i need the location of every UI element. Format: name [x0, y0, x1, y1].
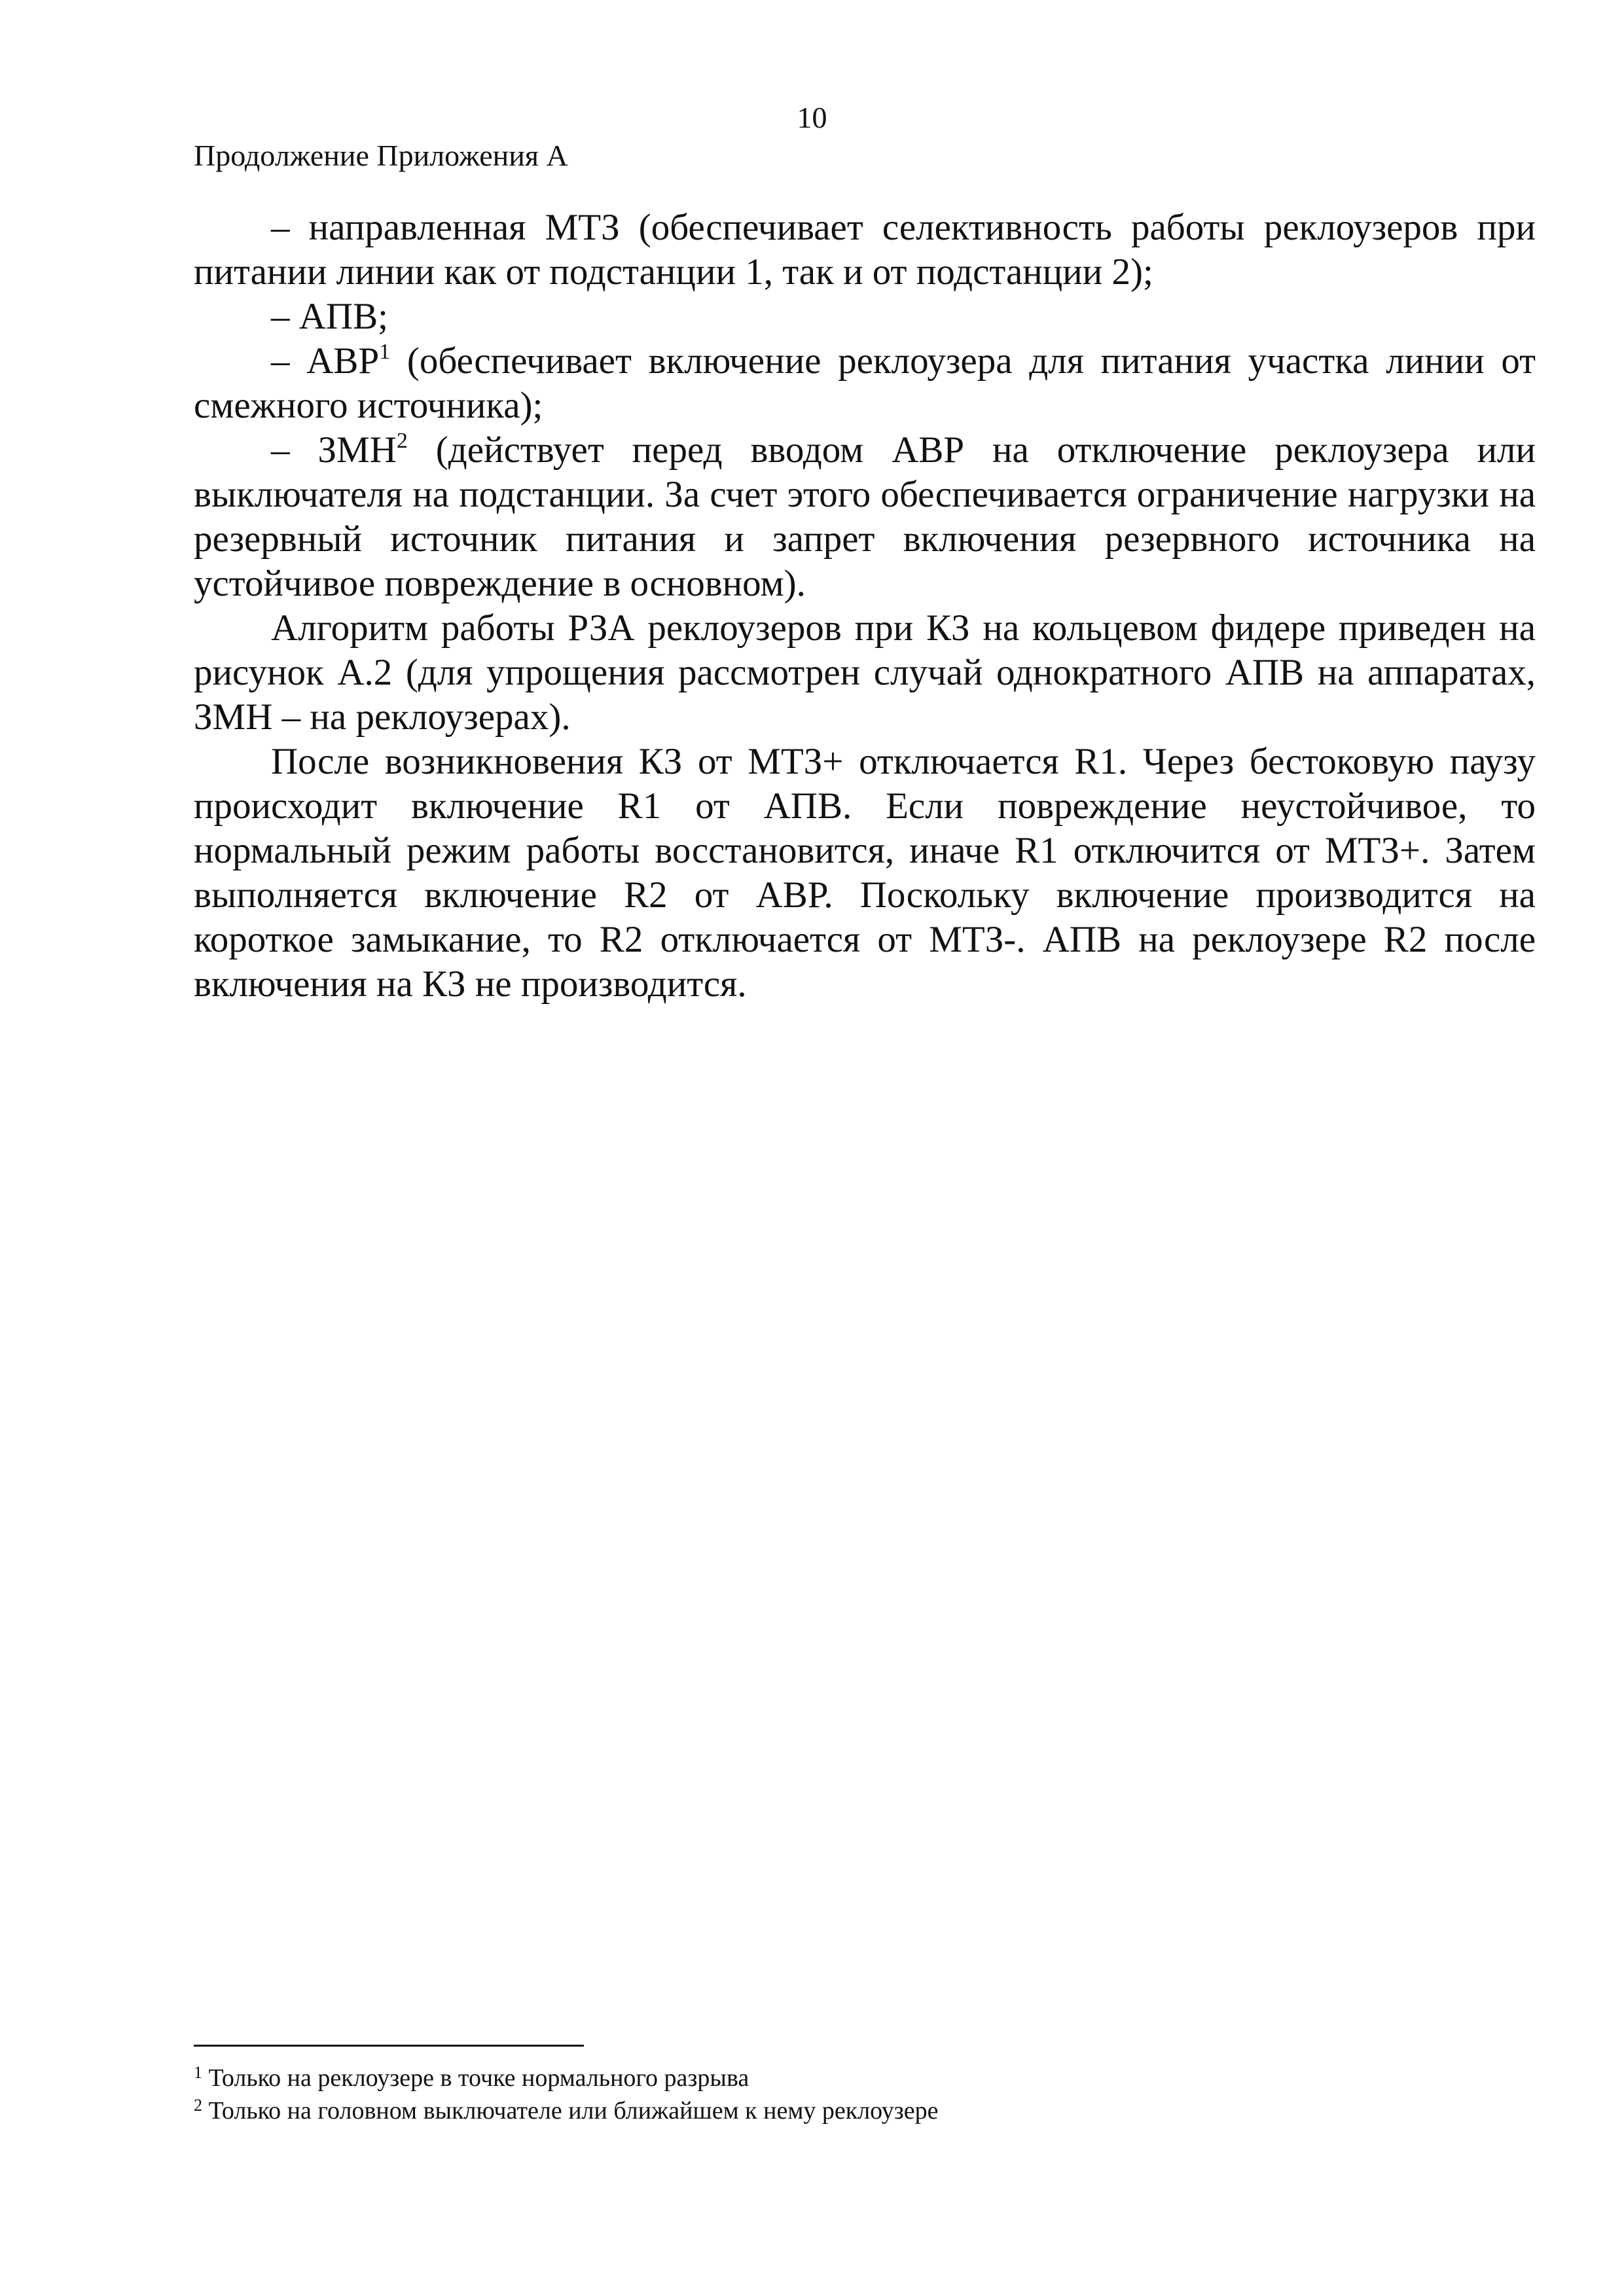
footnote-text: Только на реклоузере в точке нормального разрыва	[208, 2064, 749, 2092]
list-item-term: АВР	[306, 340, 380, 382]
list-item-text: (обеспечивает включение реклоузера для питания участка линии от смежного источника);	[194, 340, 1536, 426]
footnotes	[194, 2062, 1437, 2127]
page-number: 10	[797, 101, 827, 134]
footnote-mark: 2	[194, 2096, 202, 2115]
list-dash: –	[271, 207, 290, 248]
list-item-avr	[194, 339, 1536, 428]
footnote-text: Только на головном выключателе или ближайшем к нему реклоузере	[208, 2097, 939, 2125]
list-dash: –	[271, 296, 290, 337]
footnote-mark: 1	[194, 2063, 202, 2082]
footnote-reference-1: 1	[379, 340, 391, 364]
footnote-2	[194, 2094, 1437, 2127]
footnote-1	[194, 2062, 1437, 2094]
list-dash: –	[271, 429, 290, 471]
paragraph-fault-sequence: После возникновения КЗ от МТЗ+ отключается R1. Через бестоковую паузу происходит включение R1 от АПВ. Если повреждение неустойчивое, то нормальный режим работы восстановится, иначе R1 отключится от МТЗ+. Затем выполняется включение R2 от АВР. Поскольку включение производится на короткое замыкание, то R2 отключается от МТЗ-. АПВ на реклоузере R2 после включения на КЗ не производится.	[194, 741, 1536, 1005]
appendix-continuation-label: Продолжение Приложения А	[194, 139, 568, 172]
list-item-text: АПВ;	[298, 296, 388, 337]
list-item-apv	[194, 295, 1536, 339]
paragraph-algorithm: Алгоритм работы РЗА реклоузеров при КЗ на кольцевом фидере приведен на рисунок А.2 (для упрощения рассмотрен случай однократного АПВ на аппаратах, ЗМН – на реклоузерах).	[194, 607, 1536, 738]
list-item-term: ЗМН	[317, 429, 397, 471]
list-item-directional-mtz	[194, 206, 1536, 295]
footnote-reference-2: 2	[396, 429, 408, 453]
list-item-text: направленная МТЗ (обеспечивает селективность работы реклоузеров при питании линии как от подстанции 1, так и от подстанции 2);	[194, 207, 1536, 293]
list-item-text: (действует перед вводом АВР на отключение реклоузера или выключателя на подстанции. За счет этого обеспечивается ограничение нагрузки на резервный источник питания и запрет включения резервного источника на устойчивое повреждение в основном).	[194, 429, 1536, 604]
body-text	[194, 206, 1536, 1007]
list-item-zmn	[194, 428, 1536, 606]
list-dash: –	[271, 340, 290, 382]
footnote-separator	[194, 2045, 584, 2047]
